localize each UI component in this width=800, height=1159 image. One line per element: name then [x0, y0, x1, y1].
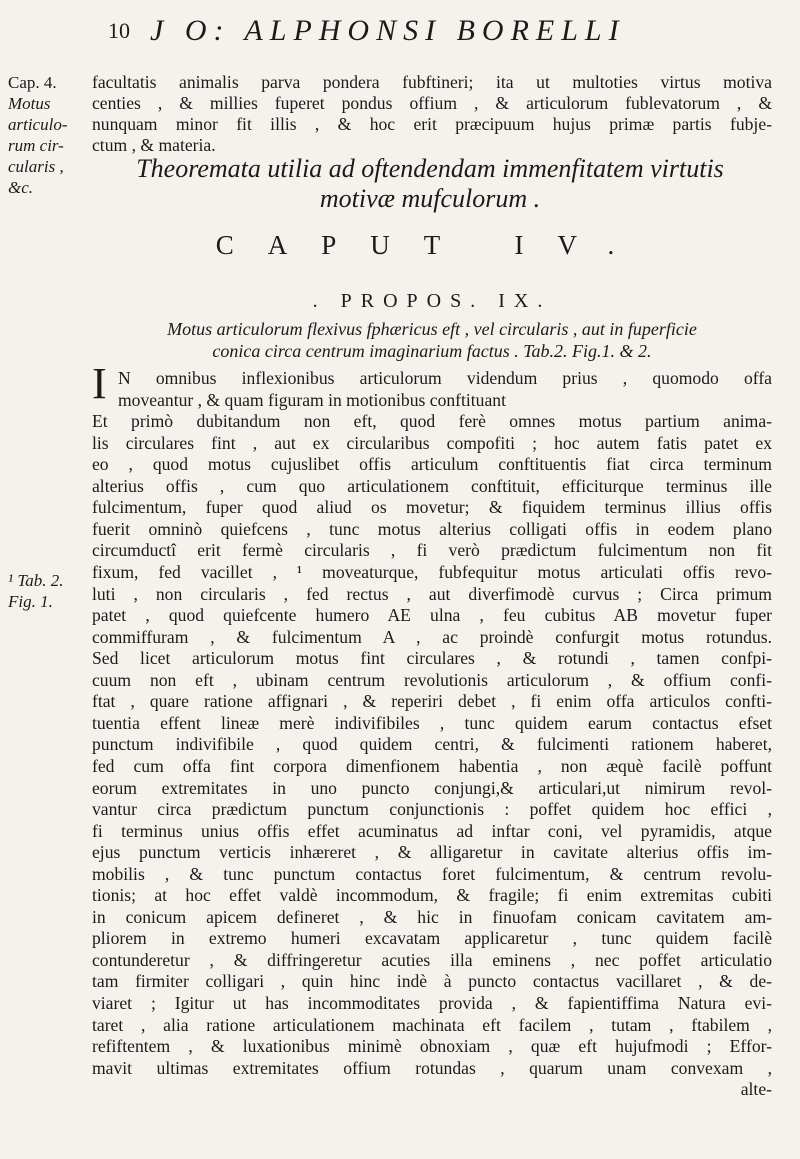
running-head [80, 14, 760, 54]
theorem-heading [120, 154, 740, 214]
body-line: luti , non circularis , fed rectus , aut diverfimodè curvus ; Circa primum [92, 583, 772, 604]
body-line: patet , quod quiefcente humero AE ulna , feu cubitus AB movetur fuper [92, 605, 772, 625]
proposition-text-line: Motus articulorum flexivus fphæricus eft , vel circularis , aut in fuperficie [167, 319, 697, 339]
body-line: in conicum apicem defineret , & hic in finuofam conicam cavitatem am- [92, 906, 772, 927]
body-line: fuerit omninò quiefcens , tunc motus alterius colligati offis in eodem plano [92, 518, 772, 539]
body-line: N omnibus inflexionibus articulorum videndum prius , quomodo offa [118, 368, 772, 388]
page-number: 10 [108, 18, 130, 43]
chapter-heading: CAPUT IV. [215, 230, 649, 260]
body-line: fixum, fed vacillet , ¹ moveaturque, fubfequitur motus articulati offis revo- [92, 562, 772, 582]
theorem-heading-line: Theoremata utilia ad oftendendam immenfitatem virtutis [136, 154, 724, 183]
proposition-text-line: conica circa centrum imaginarium factus . Tab.2. Fig.1. & 2. [212, 341, 652, 361]
body-line: vantur circa prædictum punctum conjunctionis : poffet quidem hoc effici , [92, 799, 772, 819]
margin-note-chapter: Cap. 4. [8, 73, 57, 92]
body-line: taret , alia ratione articulationem machinata eft facilem , tutam , ftabilem , [92, 1014, 772, 1035]
body-line: alte- [740, 1079, 772, 1100]
drop-cap: I [92, 359, 107, 408]
body-line: fi terminus unius offis effet acuminatus ad inftar coni, vel pyramidis, atque [92, 820, 772, 841]
margin-note-topic: &c. [8, 178, 34, 197]
margin-note-topic: rum cir- [8, 136, 64, 155]
body-line: contunderetur , & diffringeretur acuties illa eminens , nec poffet articulatio [92, 949, 772, 970]
margin-note-topic: articulo- [8, 115, 68, 134]
intro-line: ctum , & materia. [92, 135, 216, 155]
body-line: viaret ; Igitur ut has incommoditates provida , & fapientiffima Natura evi- [92, 993, 772, 1013]
body-line: tam firmiter colligari , quin hinc indè à puncto contactus vacillaret , & de- [92, 971, 772, 992]
body-line: lis circulares fint , aut ex circularibus compofiti ; hoc autem fatis patet ex [92, 432, 772, 453]
intro-line: centies , & millies fuperet pondus offium , & articulorum fublevatorum , & [92, 93, 772, 113]
body-line: tuentia effent lineæ merè indivifibiles , tunc quidem earum contactus efset [92, 712, 772, 733]
margin-note-topic: Motus [8, 94, 51, 113]
margin-note-topic: cularis , [8, 157, 64, 176]
body-line: alterius offis , cum quo articulationem conftituit, efficiturque terminus ille [92, 475, 772, 496]
body-line: punctum indivifibile , quod quidem centri, & fulcimenti rationem haberet, [92, 734, 772, 755]
body-line: pliorem in extremo humeri excavatam applicaretur , tunc quidem facilè [92, 928, 772, 949]
body-line: refiftentem , & luxationibus minimè obnoxiam , quæ eft hujufmodi ; Effor- [92, 1036, 772, 1057]
intro-line: facultatis animalis parva pondera fubftineri; ita ut multoties virtus motiva [92, 72, 772, 92]
body-line: mobilis , & tunc punctum contactus foret fulcimentum, & centrum revolu- [92, 863, 772, 884]
body-line: Sed licet articulorum motus fint circulares , & rotundi , tamen confpi- [92, 648, 772, 669]
body-line: fulcimentum, fuper quod aliud os movetur; & fiquidem terminus illius offis [92, 497, 772, 518]
body-line: Et primò dubitandum non eft, quod ferè omnes motus partium anima- [92, 411, 772, 432]
body-line: fed cum offa fint corpora dimenfionem habentia , non æquè facilè poffunt [92, 755, 772, 776]
body-line: tionis; at hoc effet valdè incommodum, & fragile; fi enim extremitas cubiti [92, 885, 772, 906]
body-line: eo , quod motus cujuslibet offis articulum conftituentis fiat circa terminum [92, 454, 772, 475]
body-line: circumductî erit fermè circularis , fi verò prædictum fulcimentum non fit [92, 540, 772, 561]
theorem-heading-line: motivæ mufculorum . [319, 184, 541, 213]
body-line: mavit ultimas extremitates offium rotundas , quarum unam convexam , [92, 1057, 772, 1078]
margin-note-figure-ref: ¹ Tab. 2. [8, 571, 64, 590]
running-title: J O: ALPHONSI BORELLI [150, 14, 626, 47]
intro-line: nunquam minor fit illis , & hoc erit præcipuum hujus primæ partis fubje- [92, 114, 772, 134]
margin-note-figure-ref: Fig. 1. [8, 592, 53, 611]
body-line: ejus punctum verticis inhæreret , & alligaretur in cavitate alterius offis im- [92, 842, 772, 863]
body-line: moveantur , & quam figuram in motionibus conftituant [118, 389, 506, 410]
body-line: cuum non eft , ubinam centrum revolutionis articulorum , & offium confi- [92, 669, 772, 690]
body-line: commiffuram , & fulcimentum A , ac proindè confurgit motus rotundus. [92, 626, 772, 647]
body-line: ftat , quare ratione affignari , & reperiri debet , fi enim offa articulos confti- [92, 691, 772, 712]
body-line: eorum extremitates in uno puncto conjungi,& articulari,ut nimirum revol- [92, 777, 772, 798]
proposition-heading: . PROPOS. IX. [312, 290, 552, 312]
